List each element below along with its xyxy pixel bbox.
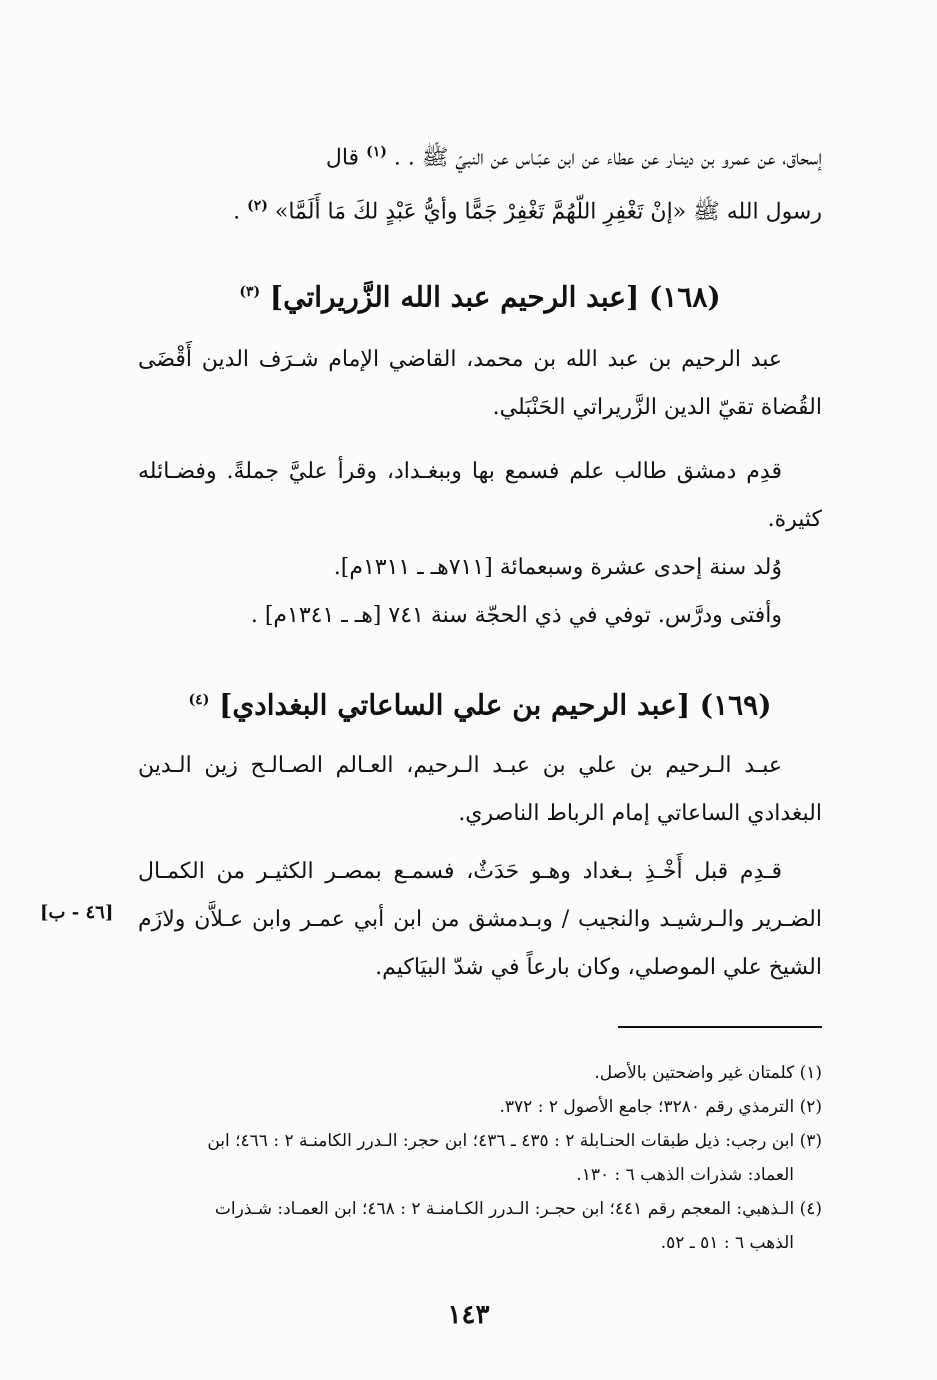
entry-169-heading bbox=[138, 680, 822, 725]
footnote-4-continued: الذهب ٦ : ٥١ ـ ٥٢. bbox=[660, 1233, 794, 1253]
entry-168-paragraph-4: وأفتى ودرَّس. توفي في ذي الحجّة سنة ٧٤١ [هـ ـ ١٣٤١م] . bbox=[250, 603, 782, 628]
page-number: ١٤٣ bbox=[447, 1300, 490, 1330]
entry-169-heading-text: (١٦٩) [عبد الرحيم بن علي الساعاتي البغدادي] bbox=[219, 688, 772, 722]
footnote-ref-2: (٢) bbox=[247, 198, 268, 215]
entry-168-body bbox=[138, 336, 822, 432]
footnotes bbox=[138, 1056, 822, 1260]
entry-168-paragraph-2: قدِم دمشق طالب علم فسمع بها وببغـداد، وقرأ عليَّ جملةً. وفضـائله كثيرة. bbox=[138, 459, 822, 532]
entry-169-body-2 bbox=[138, 848, 822, 992]
intro-paragraph bbox=[138, 128, 822, 237]
footnote-2: (٢) الترمذي رقم ٣٢٨٠؛ جامع الأصول ٢ : ٣٧٢. bbox=[499, 1097, 822, 1117]
footnote-3-continued: العماد: شذرات الذهب ٦ : ١٣٠. bbox=[576, 1165, 794, 1185]
footnote-3: (٣) ابن رجب: ذيل طبقات الحنـابلة ٢ : ٤٣٥ ـ ٤٣٦؛ ابن حجر: الـدرر الكامنـة ٢ : ٤٦٦؛ ابن bbox=[207, 1131, 822, 1151]
entry-168-heading-text: (١٦٨) [عبد الرحيم عبد الله الزَّريراتي] bbox=[269, 280, 721, 314]
intro-line-1 bbox=[138, 128, 822, 182]
entry-169-paragraph-1: عبـد الـرحيم بن علي بن عبـد الـرحيم، العـالم الصـالـح زين الـدين البغدادي الساعاتي إمام الرباط الناصري. bbox=[138, 753, 822, 826]
intro-line-2 bbox=[138, 182, 822, 236]
footnote-ref-3: (٣) bbox=[239, 284, 261, 300]
entry-168-paragraph-1: عبد الرحيم بن عبد الله بن محمد، القاضي الإمام شـرَف الدين أَقْضَى القُضاة تقيّ الدين الزَّريراتي الحَنْبَلي. bbox=[138, 347, 822, 420]
entry-168-paragraph-3: وُلد سنة إحدى عشرة وسبعمائة [٧١١هـ ـ ١٣١١م]. bbox=[333, 555, 782, 580]
intro-line-2-text: رسول الله ﷺ «إنْ تَغْفِرِ اللّهُمَّ تَغْفِرْ جَمًّا وأيُّ عَبْدٍ لكَ مَا أَلَمَّا» bbox=[274, 199, 822, 225]
intro-line-1-end: قال bbox=[325, 145, 360, 171]
entry-169-body bbox=[138, 742, 822, 838]
entry-168-body-2 bbox=[138, 448, 822, 544]
footnote-ref-1: (١) bbox=[366, 144, 387, 160]
entry-168-heading bbox=[138, 272, 822, 317]
manuscript-folio-note: [٤٦ - ب] bbox=[40, 902, 114, 923]
intro-line-1-text: إسحاق، عن عمرو بن دينـار عن عطاء عن ابن عبّـاس عن النبيّ ﷺ . . bbox=[393, 145, 822, 171]
entry-169-paragraph-2: قـدِم قبل أَخْـذِ بـغداد وهـو حَدَثٌ، فسمـع بمصـر الكثيـر من الكمـال الضـرير والـرشيـد والنجيب / وبـدمشق من ابن أبي عمـر وابن عـلاَّن ولازَم الشيخ علي الموصلي، وكان بارعاً في شدّ البيَاكيم. bbox=[138, 859, 822, 980]
intro-line-2-end: . bbox=[233, 199, 241, 225]
footnote-4: (٤) الـذهبي: المعجم رقم ٤٤١؛ ابن حجـر: الـدرر الكـامنـة ٢ : ٤٦٨؛ ابن العمـاد: شـذرات bbox=[214, 1199, 822, 1219]
footnote-separator bbox=[618, 1026, 822, 1028]
entry-168-body-3 bbox=[138, 544, 822, 640]
footnote-ref-4: (٤) bbox=[188, 692, 210, 708]
footnote-1: (١) كلمتان غير واضحتين بالأصل. bbox=[594, 1063, 822, 1083]
